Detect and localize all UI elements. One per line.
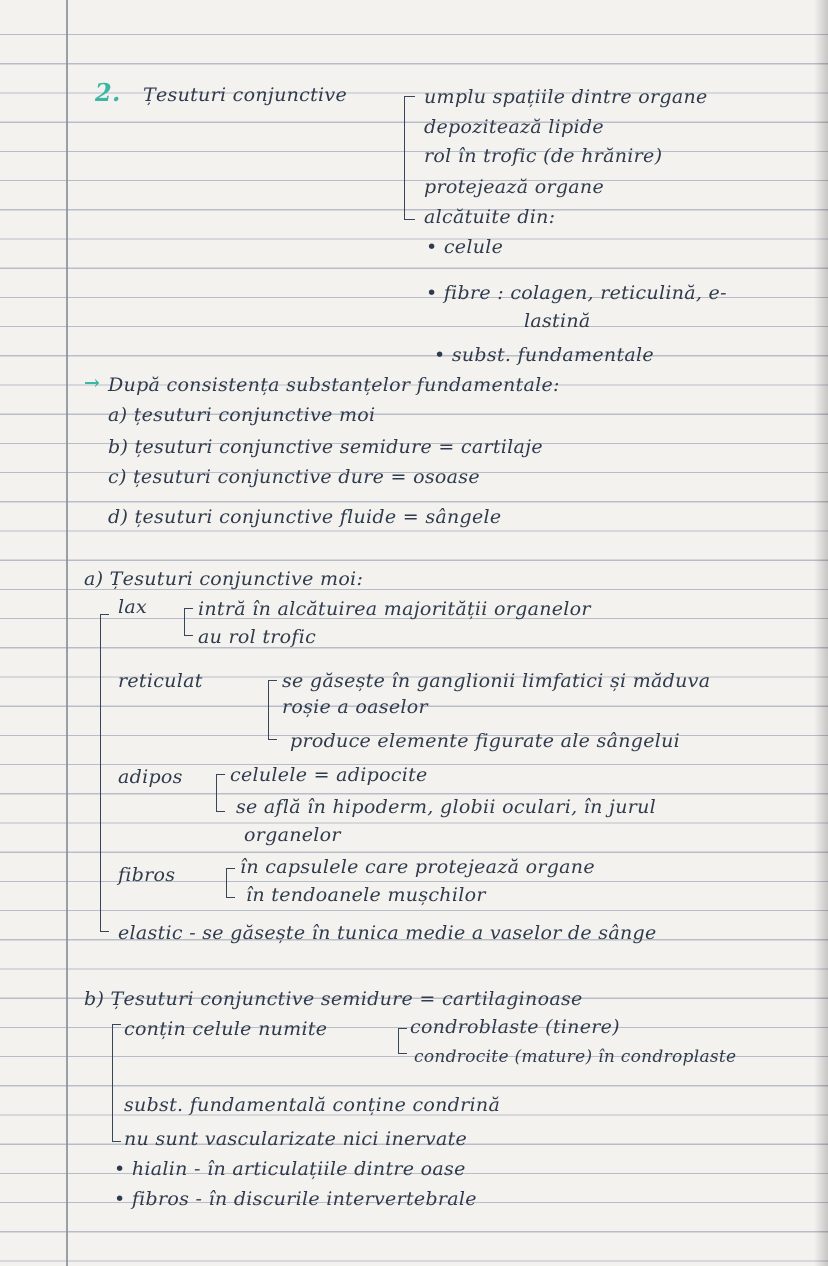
consistency-item: b) țesuturi conjunctive semidure = cartilaje — [108, 436, 543, 458]
fibros-brace — [226, 868, 235, 898]
reticulat-line: se găsește în ganglionii limfatici și măduva — [282, 670, 711, 692]
property-line: rol în trofic (de hrănire) — [424, 145, 663, 167]
component-item-continued: lastină — [524, 310, 591, 332]
semihard-heading: b) Țesuturi conjunctive semidure = cartilaginoase — [84, 988, 583, 1010]
adipos-line: organelor — [244, 824, 341, 846]
section2-brace — [404, 96, 415, 220]
consistency-heading: După consistența substanțelor fundamentale: — [108, 374, 560, 396]
reticulat-label: reticulat — [118, 670, 203, 692]
arrow-icon: → — [84, 372, 101, 394]
cartilage-type: • hialin - în articulațiile dintre oase — [114, 1158, 466, 1180]
contain-line: conțin celule numite — [124, 1018, 328, 1040]
consistency-item: d) țesuturi conjunctive fluide = sângele — [108, 506, 502, 528]
vessels-line: nu sunt vascularizate nici inervate — [124, 1128, 468, 1150]
lax-line: au rol trofic — [198, 626, 317, 648]
fibros-line: în tendoanele mușchilor — [246, 884, 486, 906]
lax-label: lax — [118, 596, 148, 618]
lax-brace — [184, 608, 193, 636]
margin-line — [66, 0, 68, 1266]
adipos-label: adipos — [118, 766, 183, 788]
adipos-line: se află în hipoderm, globii oculari, în jurul — [236, 796, 657, 818]
property-line: protejează organe — [424, 176, 604, 198]
reticulat-brace — [268, 680, 277, 740]
property-line: depozitează lipide — [424, 116, 604, 138]
component-item: • celule — [426, 236, 504, 258]
adipos-line: celulele = adipocite — [230, 764, 428, 786]
section-number: 2. — [95, 78, 121, 107]
elastic-line: elastic - se găsește în tunica medie a vaselor de sânge — [118, 922, 657, 944]
semihard-brace — [112, 1024, 121, 1142]
cartilage-type: • fibros - în discurile intervertebrale — [114, 1188, 477, 1210]
adipos-brace — [216, 774, 225, 812]
cell-type: condrocite (mature) în condroplaste — [414, 1047, 737, 1067]
lax-line: intră în alcătuirea majorității organelor — [198, 598, 591, 620]
consistency-item: c) țesuturi conjunctive dure = osoase — [108, 466, 480, 488]
page-edge — [814, 0, 828, 1266]
component-item: • subst. fundamentale — [434, 344, 654, 366]
property-line: alcătuite din: — [424, 206, 556, 228]
section-title: Țesuturi conjunctive — [143, 84, 347, 106]
fibros-label: fibros — [118, 864, 176, 886]
property-line: umplu spațiile dintre organe — [424, 86, 708, 108]
component-item: • fibre : colagen, reticulină, e- — [426, 282, 727, 304]
cells-brace — [398, 1028, 407, 1054]
soft-heading: a) Țesuturi conjunctive moi: — [84, 568, 364, 590]
fibros-line: în capsulele care protejează organe — [240, 856, 595, 878]
reticulat-line: produce elemente figurate ale sângelui — [290, 730, 681, 752]
consistency-item: a) țesuturi conjunctive moi — [108, 404, 376, 426]
subst-line: subst. fundamentală conține condrină — [124, 1094, 501, 1116]
reticulat-line: roșie a oaselor — [282, 696, 428, 718]
cell-type: condroblaste (tinere) — [410, 1016, 620, 1038]
soft-main-brace — [100, 614, 109, 932]
